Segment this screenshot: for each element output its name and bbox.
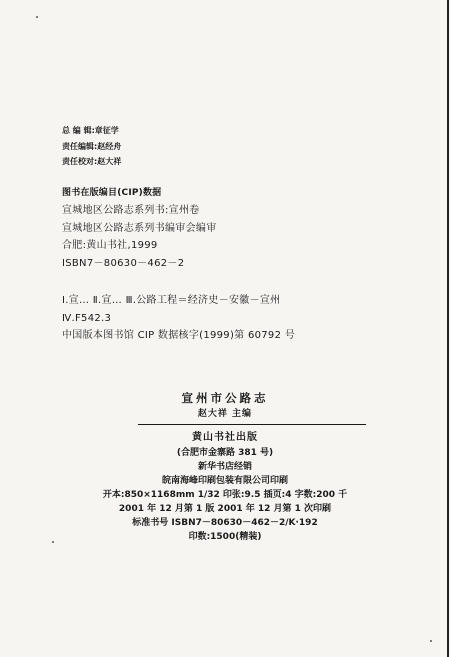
distributor-line: 新华书店经销 bbox=[197, 462, 252, 472]
cip-number-line: 中国版本图书馆 CIP 数据核字(1999)第 60792 号 bbox=[62, 330, 296, 341]
cip-isbn-line: ISBN7－80630－462－2 bbox=[62, 257, 185, 269]
page-edge-line bbox=[447, 0, 449, 657]
subject-line: Ⅰ.宣… Ⅱ.宣… Ⅲ.公路工程＝经济史－安徽－宣州 bbox=[62, 295, 281, 306]
cip-imprint-line: 合肥:黄山书社,1999 bbox=[62, 240, 158, 251]
publisher-name: 黄山书社出版 bbox=[192, 432, 258, 443]
book-title: 宣州市公路志 bbox=[181, 391, 269, 405]
cip-classification bbox=[62, 292, 295, 345]
cip-record bbox=[62, 202, 217, 272]
cip-heading: 图书在版编目(CIP)数据 bbox=[62, 188, 162, 198]
class-number-line: Ⅳ.F542.3 bbox=[62, 312, 112, 324]
proofreader-line: 责任校对:赵大祥 bbox=[62, 157, 122, 166]
cip-responsibility-line: 宣城地区公路志系列书编审会编审 bbox=[62, 222, 217, 234]
printer-line: 皖南海峰印刷包装有限公司印刷 bbox=[161, 476, 288, 486]
divider-line bbox=[138, 424, 366, 425]
book-editor: 赵大祥 主编 bbox=[197, 409, 253, 419]
editor-credits bbox=[62, 123, 121, 170]
isbn-line: 标准书号 ISBN7－80630－462－2/K·192 bbox=[132, 518, 318, 528]
responsible-editor-line: 责任编辑:赵经舟 bbox=[62, 141, 122, 151]
edition-line: 2001 年 12 月第 1 版 2001 年 12 月第 1 次印刷 bbox=[118, 504, 332, 514]
scan-speck bbox=[36, 16, 38, 18]
chief-editor-line: 总 编 辑:章征学 bbox=[62, 126, 119, 135]
format-line: 开本:850×1168mm 1/32 印张:9.5 插页:4 字数:200 千 bbox=[102, 490, 348, 500]
publisher-address: (合肥市金寨路 381 号) bbox=[176, 448, 274, 458]
print-run-line: 印数:1500(精装) bbox=[188, 532, 262, 542]
scan-speck bbox=[430, 640, 432, 642]
publication-info bbox=[0, 430, 450, 544]
cip-title-line: 宣城地区公路志系列书:宣州卷 bbox=[62, 205, 200, 216]
